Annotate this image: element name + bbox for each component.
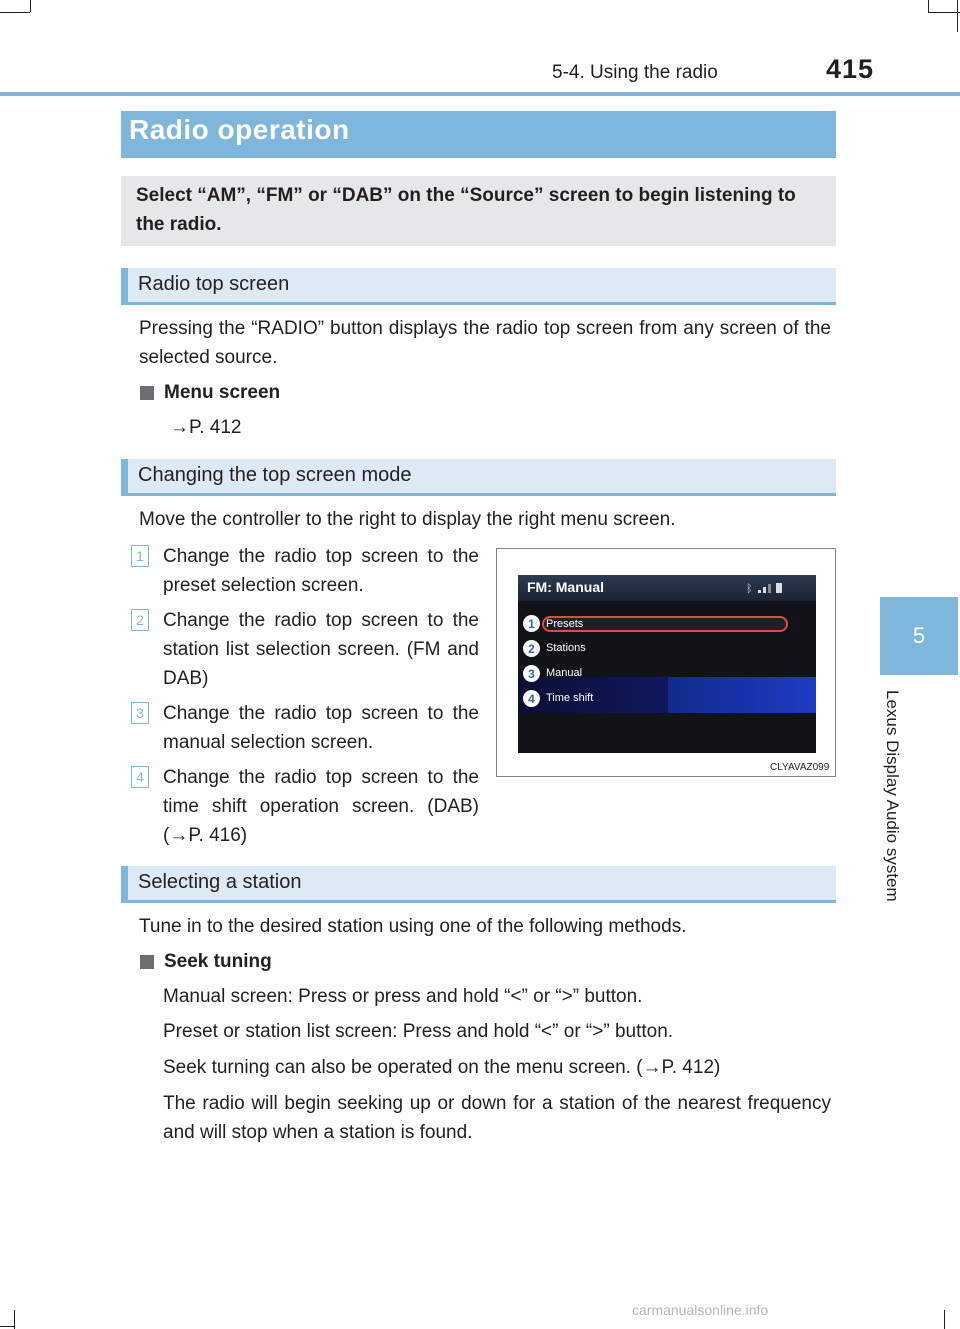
callout-number: 4: [131, 766, 149, 788]
screen-item-presets: Presets: [546, 618, 584, 630]
subheading-marker: [121, 268, 128, 305]
screen-callout: 3: [523, 665, 540, 682]
page-number: 415: [826, 54, 875, 84]
crop-mark: [928, 12, 960, 13]
mode-item-1: Change the radio top screen to the preset selection screen.: [163, 546, 479, 596]
subheading-selecting-station: Selecting a station: [138, 871, 302, 893]
watermark: carmanualsonline.info: [632, 1302, 769, 1318]
seek-tuning-heading: Seek tuning: [164, 951, 272, 972]
top-screen-text: Pressing the “RADIO” button displays the radio top screen from any screen of the selected source.: [139, 318, 831, 368]
change-mode-text: Move the controller to the right to display the right menu screen.: [139, 509, 676, 530]
subheading-marker: [121, 866, 128, 903]
crop-mark: [0, 1326, 14, 1327]
seek-line: The radio will begin seeking up or down for a station of the nearest frequency and will stop when a station is found.: [163, 1093, 831, 1143]
seek-line: Manual screen: Press or press and hold “<” or “>” button.: [163, 986, 643, 1007]
seek-line: Seek turning can also be operated on the menu screen. (→P. 412): [163, 1057, 721, 1078]
screen-callout: 2: [523, 640, 540, 657]
callout-number: 2: [131, 609, 149, 631]
crop-mark: [928, 0, 929, 12]
subheading-marker: [121, 459, 128, 496]
square-bullet-icon: [140, 955, 154, 969]
callout-number: 1: [131, 545, 149, 567]
screen-callout: 4: [523, 690, 540, 707]
menu-screen-ref[interactable]: →P. 412: [170, 417, 242, 438]
mode-item-4: Change the radio top screen to the time shift operation screen. (DAB) (→P. 416): [163, 767, 479, 846]
intro-text: Select “AM”, “FM” or “DAB” on the “Source” screen to begin listening to the radio.: [136, 185, 796, 235]
bluetooth-signal-battery-icon: [746, 581, 786, 595]
crop-mark: [30, 0, 31, 12]
figure-code: CLYAVAZ099: [770, 762, 830, 773]
subheading-radio-top-screen: Radio top screen: [138, 273, 290, 295]
chapter-tab: 5: [880, 597, 958, 675]
callout-number: 3: [131, 702, 149, 724]
header-rule: [0, 92, 960, 96]
subheading-change-mode: Changing the top screen mode: [138, 464, 412, 486]
crop-mark: [944, 1310, 945, 1329]
square-bullet-icon: [140, 386, 154, 400]
svg-text:ᛒ: ᛒ: [746, 582, 753, 595]
mode-item-3: Change the radio top screen to the manual selection screen.: [163, 703, 479, 753]
screen-callout: 1: [523, 615, 540, 632]
chapter-label: Lexus Display Audio system: [883, 690, 902, 902]
crop-mark: [14, 1310, 15, 1329]
screen-item-manual: Manual: [546, 667, 583, 679]
crop-mark: [957, 0, 958, 32]
screen-title: FM: Manual: [527, 579, 604, 595]
section-header: 5-4. Using the radio: [552, 62, 718, 83]
seek-line: Preset or station list screen: Press and hold “<” or “>” button.: [163, 1021, 674, 1042]
screen-item-stations: Stations: [546, 642, 586, 654]
mode-item-2: Change the radio top screen to the station list selection screen. (FM and DAB): [163, 610, 479, 689]
status-icons: [746, 581, 786, 595]
selecting-text: Tune in to the desired station using one of the following methods.: [139, 916, 687, 937]
crop-mark: [0, 12, 30, 13]
page-title: Radio operation: [129, 114, 350, 145]
menu-screen-heading: Menu screen: [164, 382, 281, 403]
radio-screen-image: [518, 575, 816, 753]
screen-item-time-shift: Time shift: [546, 692, 594, 704]
